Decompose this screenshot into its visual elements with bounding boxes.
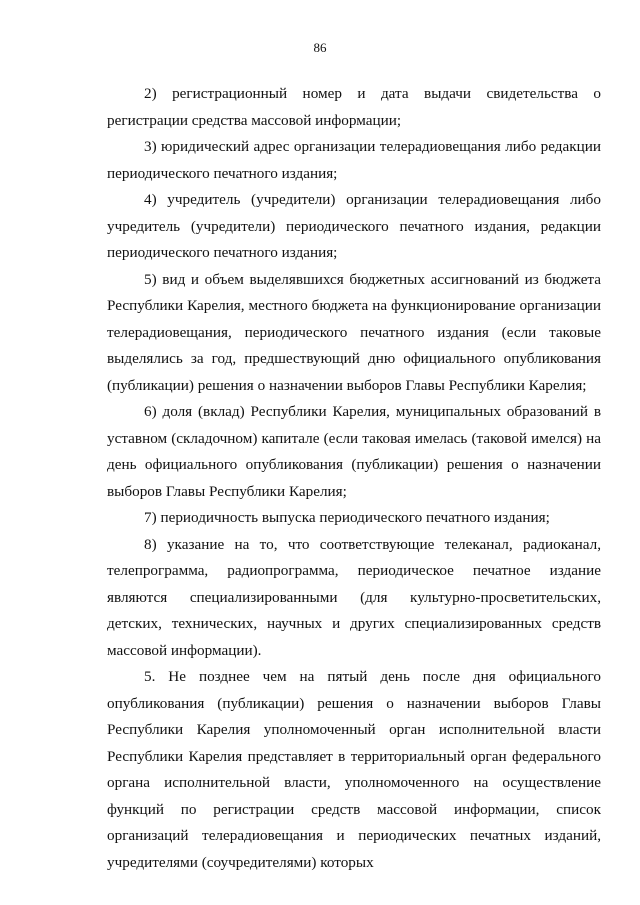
paragraph-item-8: 8) указание на то, что соответствующие телеканал, радиоканал, телепрограмма, радиопрограмма, периодическое печатное издание являются специализированными (для культурно-просветительских, детских, технических, научных и других специализированных средств массовой информации). [107, 535, 601, 659]
paragraph-item-4: 4) учредитель (учредители) организации телерадиовещания либо учредитель (учредители) периодического печатного издания, редакции периодического печатного издания; [107, 191, 601, 261]
page-number: 86 [313, 40, 327, 55]
paragraph-item-6: 6) доля (вклад) Республики Карелия, муниципальных образований в уставном (складочном) капитале (если таковая имелась (таковой имелся) на день официального опубликования (публикации) решения о назначении выборов Главы Республики Карелия; [107, 403, 601, 500]
document-body [107, 81, 601, 876]
paragraph-item-5: 5) вид и объем выделявшихся бюджетных ассигнований из бюджета Республики Карелия, местного бюджета на функционирование организации телерадиовещания, периодического печатного издания (если таковые выделялись за год, предшествующий дню официального опубликования (публикации) решения о назначении выборов Главы Республики Карелия; [107, 270, 601, 394]
paragraph-section-5: 5. Не позднее чем на пятый день после дня официального опубликования (публикации) решения о назначении выборов Главы Республики Карелия уполномоченный орган исполнительной власти Республики Карелия представляет в территориальный орган федерального органа исполнительной власти, уполномоченного на осуществление функций по регистрации средств массовой информации, список организаций телерадиовещания и периодических печатных изданий, учредителями (соучредителями) которых [107, 668, 601, 871]
paragraph-item-3: 3) юридический адрес организации телерадиовещания либо редакции периодического печатного издания; [107, 138, 601, 182]
paragraph-item-7: 7) периодичность выпуска периодического печатного издания; [144, 509, 550, 526]
paragraph-item-2: 2) регистрационный номер и дата выдачи свидетельства о регистрации средства массовой информации; [107, 85, 601, 129]
